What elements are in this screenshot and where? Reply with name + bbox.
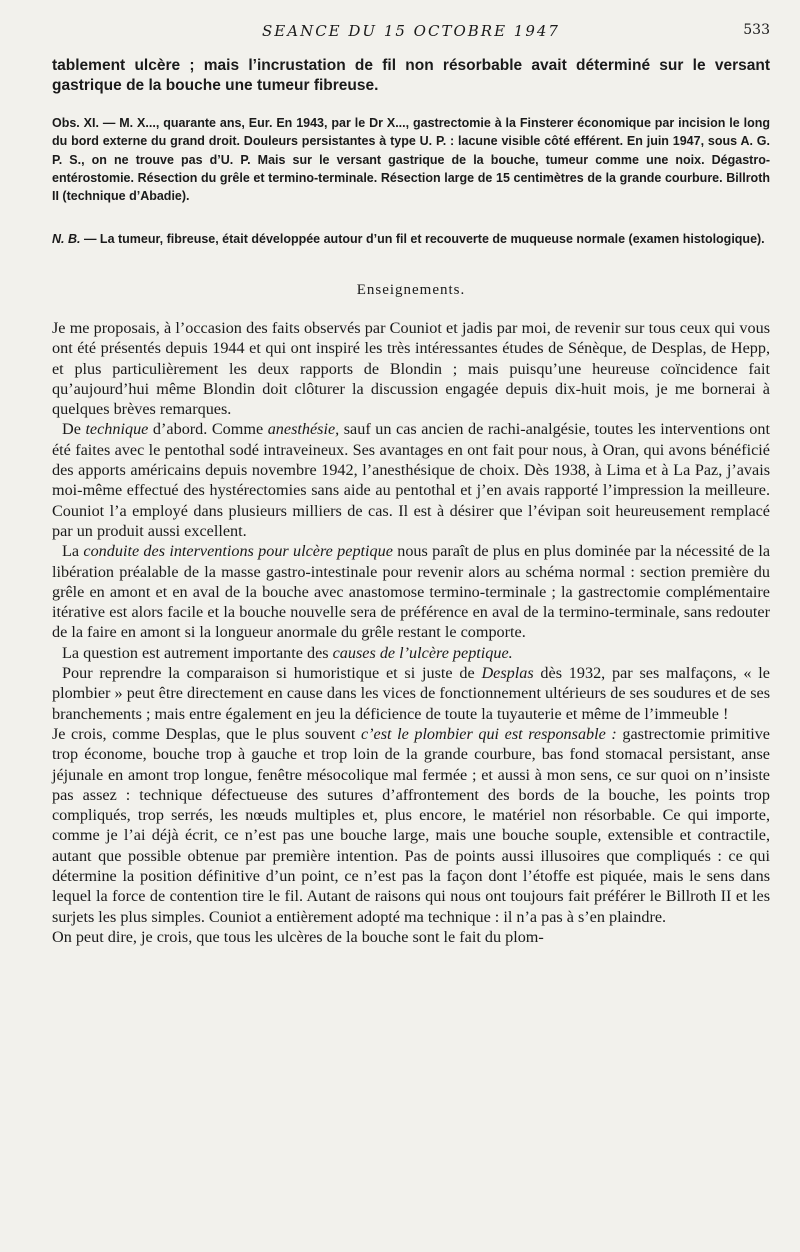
running-head-title: SEANCE DU 15 OCTOBRE 1947 — [262, 22, 560, 40]
observation-block — [52, 114, 770, 205]
section-heading: Enseignements. — [356, 282, 466, 298]
paragraph-5: Pour reprendre la comparaison si humoristique et si juste de Desplas dès 1932, par ses malfaçons, « le plombier » peut être directement en cause dans les vices de fonctionnement ultérieurs de ses soudures et de ses branchements ; mais entre également en jeu la déficience de toute la tuyauterie et même de l’immeuble ! — [52, 664, 770, 723]
paragraph-7: On peut dire, je crois, que tous les ulcères de la bouche sont le fait du plom- — [52, 927, 544, 946]
observation-paragraph: Obs. XI. — M. X..., quarante ans, Eur. En 1943, par le Dr X..., gastrectomie à la Finsterer économique par incision le long du bord externe du grand droit. Douleurs persistantes à type U. P. : lacune visible côté efférent. En juin 1947, sous A. G. P. S., on ne trouve pas d’U. P. Mais sur le versant gastrique de la bouche, tumeur comme une noix. Dégastro-entérostomie. Résection du grêle et termino-terminale. Résection large de 15 centimètres de la grande courbure. Billroth II (technique d’Abadie). — [52, 116, 770, 204]
opening-paragraph-block — [52, 56, 770, 96]
note-label: N. B. — [52, 232, 81, 246]
paragraph-3: La conduite des interventions pour ulcère peptique nous paraît de plus en plus dominée par la nécessité de la libération préalable de la masse gastro-intestinale pour revenir alors au schéma normal : section première du grêle en amont et en aval de la bouche avec anastomose termino-terminale ; la gastrectomie complémentaire itérative est alors facile et la bouche nouvelle sera de préférence en aval de la termino-terminale, sans redouter de la faire en amont si la longueur anormale du grêle restant le comporte. — [52, 542, 771, 642]
paragraph-4: La question est autrement importante des causes de l’ulcère peptique. — [62, 643, 513, 662]
main-text — [52, 318, 770, 947]
opening-paragraph: tablement ulcère ; mais l’incrustation de fil non résorbable avait déterminé sur le versant gastrique de la bouche une tumeur fibreuse. — [52, 57, 770, 94]
paragraph-2: De technique d’abord. Comme anesthésie, sauf un cas ancien de rachi-analgésie, toutes les interventions ont été faites avec le pentothal sodé intraveineux. Ses avantages en ont fait pour nous, à Oran, qui avons bénéficié des apports américains depuis novembre 1942, l’anesthésique de choix. Dès 1938, à Lima et à La Paz, j’avais moi-même effectué des hystérectomies sans aide au pentothal et j’en avais rapporté l’impression la meilleure. Couniot l’a employé dans plusieurs milliers de cas. Il est à désirer que l’évipan soit heureusement remplacé par un produit aussi excellent. — [52, 420, 770, 540]
paragraph-1: Je me proposais, à l’occasion des faits observés par Couniot et jadis par moi, de revenir sur tous ceux qui vous ont été présentés depuis 1944 et qui ont inspiré les très intéressantes études de Sénèque, de Desplas, de Hepp, et plus particulièrement les deux rapports de Blondin ; mais puisqu’une heureuse coïncidence fait qu’aujourd’hui même Blondin doit clôturer la discussion engagée depuis dix-huit mois, je me bornerai à quelques brèves remarques. — [52, 319, 770, 419]
paragraph-6: Je crois, comme Desplas, que le plus souvent c’est le plombier qui est responsable : gastrectomie primitive trop économe, bouche trop à gauche et trop loin de la grande courbure, bas fond stomacal persistant, anse jéjunale en amont trop longue, fenêtre mésocolique mal fermée ; et aussi à mon sens, ce sur quoi on n’insiste pas assez : technique défectueuse des sutures d’affrontement des bords de la bouche, les points trop compliqués, trop serrés, les nœuds multiples et, plus encore, le matériel non résorbable. Ce qui importe, comme je l’ai déjà écrit, ce n’est pas une bouche large, mais une bouche souple, extensible et contractile, autant que possible obtenue par première intention. Pas de points aussi illusoires que compliqués : ce qui détermine la position définitive d’un point, ce n’est pas la façon dont l’étoffe est piquée, mais le sens dans lequel la force de contention tire le fil. Autant de raisons qui nous ont toujours fait préférer le Billroth II et les surjets les plus simples. Couniot a entièrement adopté ma technique : il n’a pas à s’en plaindre. — [52, 724, 770, 926]
page-number: 533 — [743, 22, 770, 38]
note-text: — La tumeur, fibreuse, était développée autour d’un fil et recouverte de muqueuse normale (examen histologique). — [80, 232, 765, 246]
note-paragraph — [52, 230, 770, 248]
note-block — [52, 230, 770, 248]
running-head — [52, 22, 770, 42]
